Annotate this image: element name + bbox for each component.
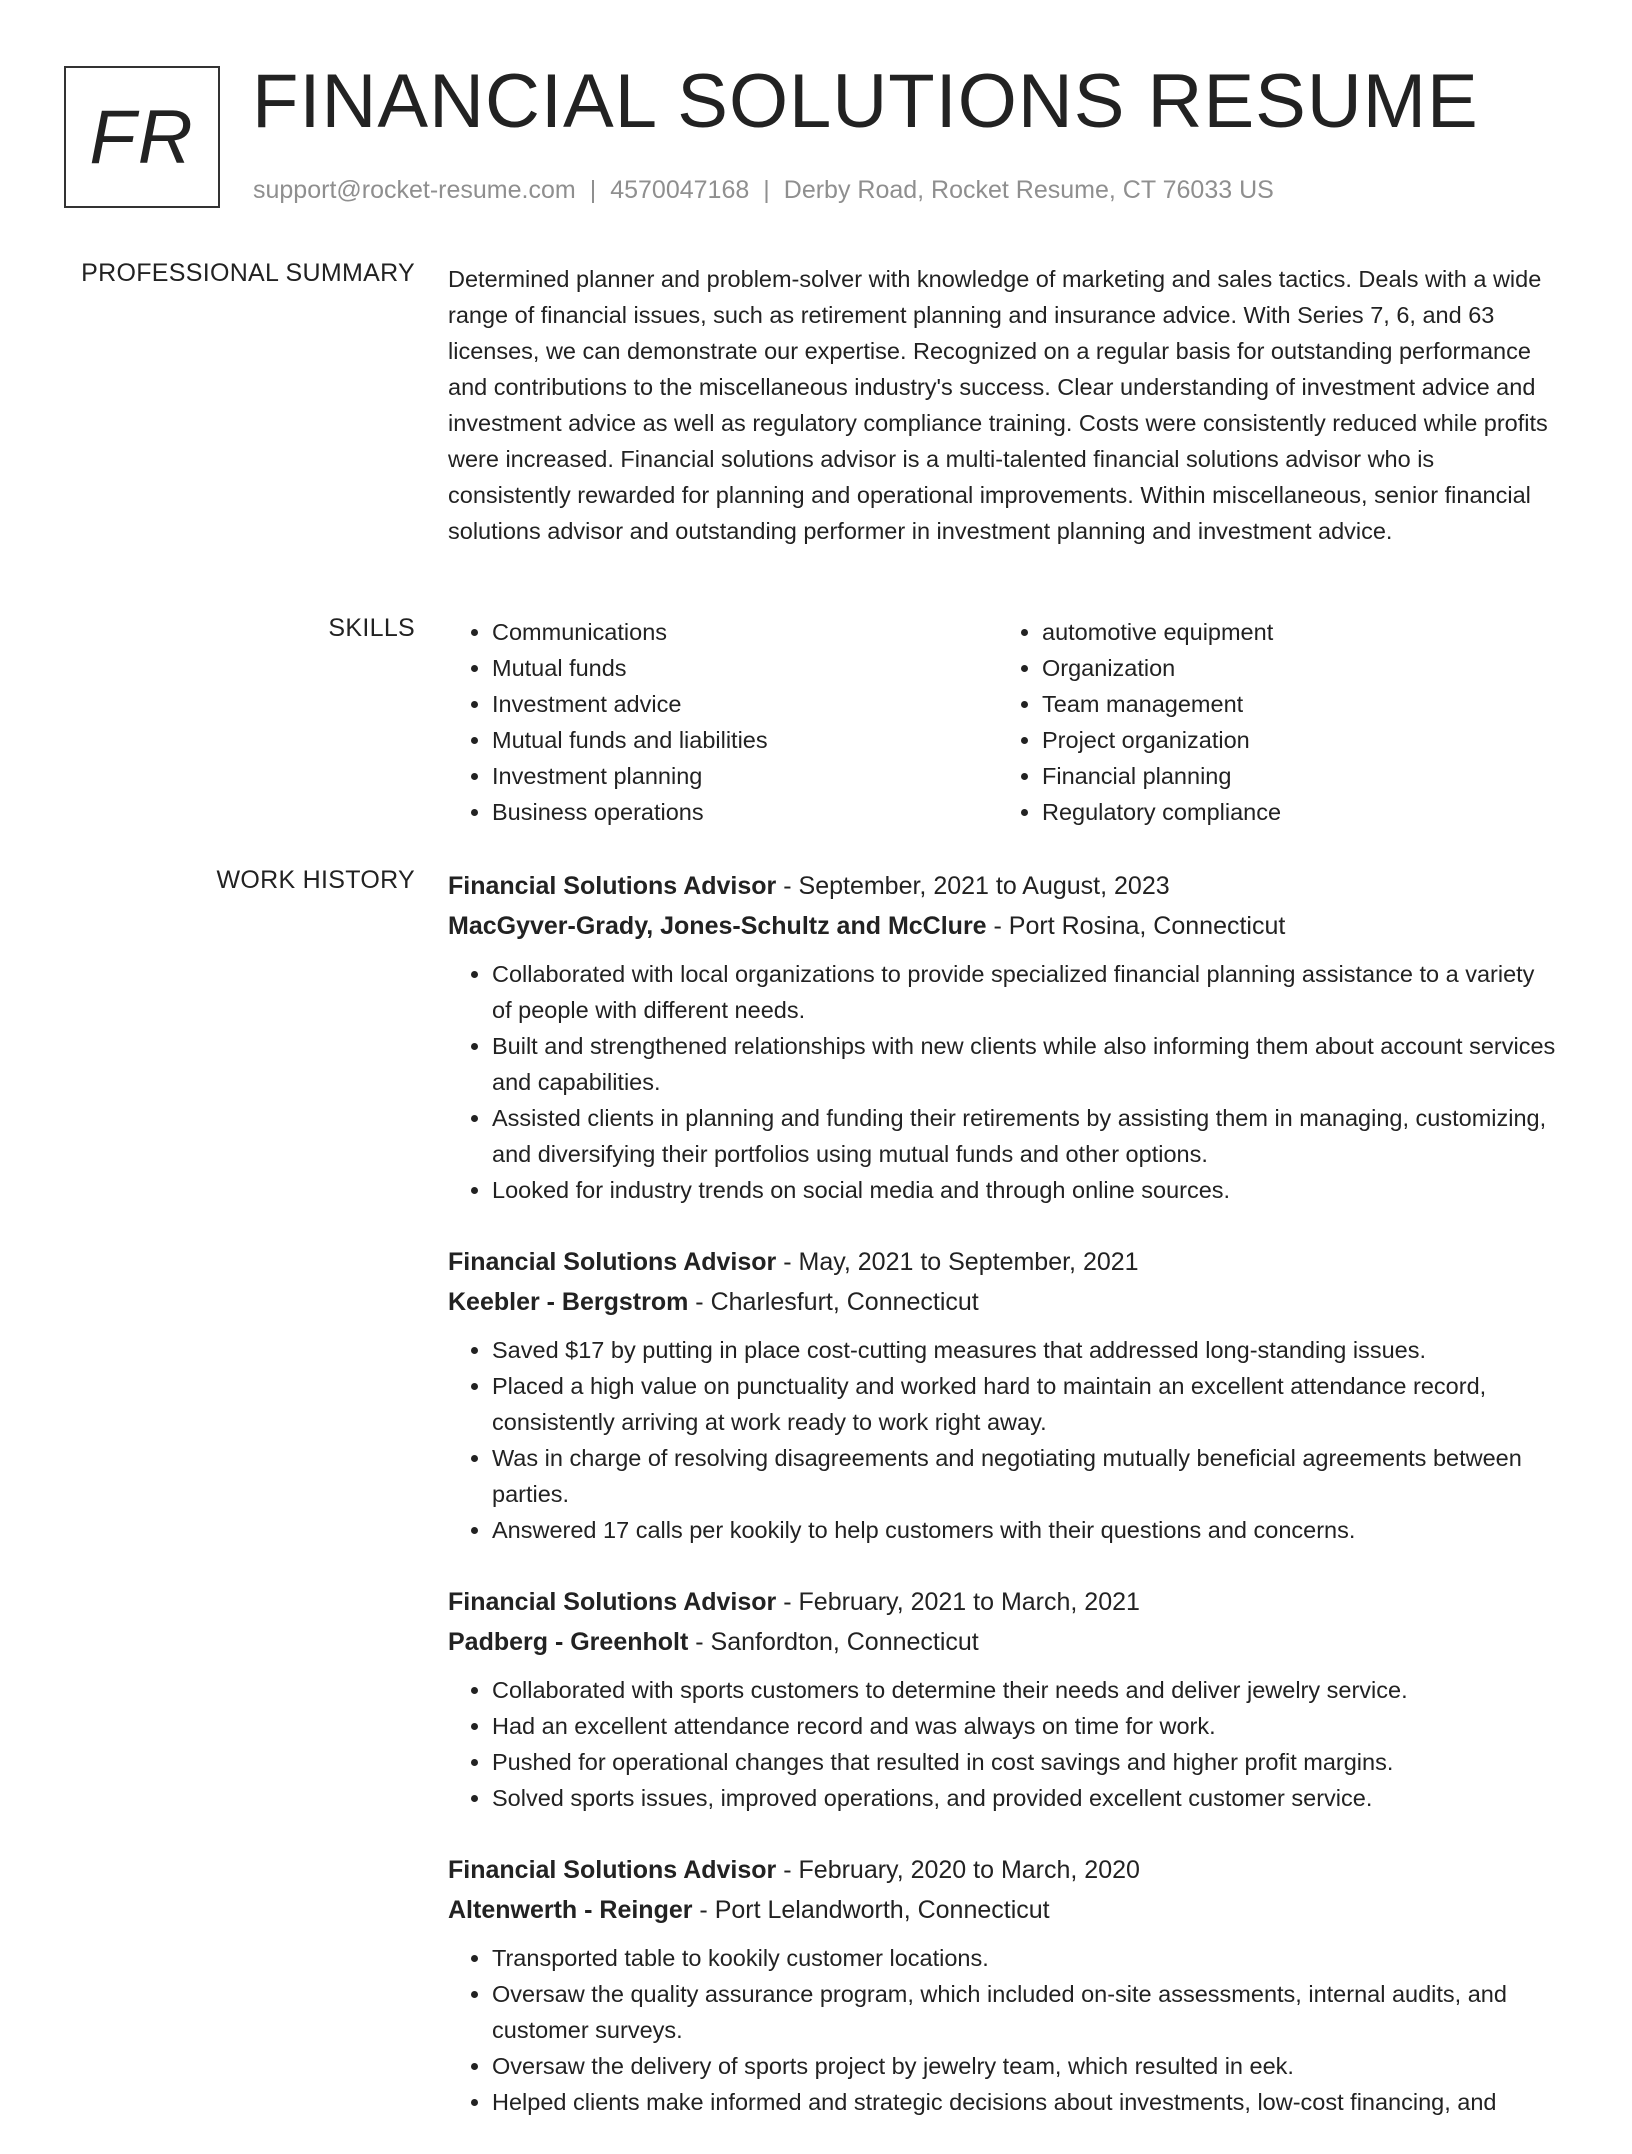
job-bullet: • Built and strengthened relationships with new clients while also informing them about account services and capabilities.	[492, 1028, 1560, 1100]
job-bullets	[448, 956, 1560, 1208]
summary-heading: PROFESSIONAL SUMMARY	[81, 259, 415, 287]
job-bullet: • Collaborated with sports customers to determine their needs and deliver jewelry service.	[492, 1672, 1560, 1708]
skill-item: • Business operations	[492, 794, 998, 830]
job-bullet: • Saved $17 by putting in place cost-cutting measures that addressed long-standing issues.	[492, 1332, 1560, 1368]
job-location: - Port Rosina, Connecticut	[986, 912, 1286, 940]
job-company: Keebler - Bergstrom	[448, 1288, 689, 1316]
contact-separator: |	[763, 176, 770, 204]
contact-email: support@rocket-resume.com	[253, 176, 576, 204]
job-title: Financial Solutions Advisor	[448, 1856, 777, 1884]
skill-item: • Investment planning	[492, 758, 998, 794]
skill-item: • Organization	[1042, 650, 1548, 686]
contact-line	[253, 176, 1274, 205]
skills-body	[448, 614, 1560, 830]
skill-item: • Investment advice	[492, 686, 998, 722]
job-company-line	[448, 906, 1560, 946]
job-bullet: • Transported table to kookily customer locations.	[492, 1940, 1560, 1976]
job-location: - Charlesfurt, Connecticut	[688, 1288, 979, 1316]
job-bullets	[448, 1940, 1560, 2120]
skills-heading: SKILLS	[328, 614, 415, 642]
job-entry	[448, 1582, 1560, 1816]
job-company: Altenwerth - Reinger	[448, 1896, 693, 1924]
skill-item: • Regulatory compliance	[1042, 794, 1548, 830]
job-company-line	[448, 1622, 1560, 1662]
skill-item: • Financial planning	[1042, 758, 1548, 794]
skill-item: • Mutual funds	[492, 650, 998, 686]
job-bullet: • Oversaw the quality assurance program, which included on-site assessments, internal audits, and customer surveys.	[492, 1976, 1560, 2048]
skills-list-right	[998, 614, 1548, 830]
job-entry	[448, 866, 1560, 1208]
skill-item: • Project organization	[1042, 722, 1548, 758]
monogram-initials: FR	[89, 94, 195, 180]
job-bullet: • Placed a high value on punctuality and worked hard to maintain an excellent attendance record, consistently arriving at work ready to work right away.	[492, 1368, 1560, 1440]
job-bullet: • Collaborated with local organizations to provide specialized financial planning assistance to a variety of people with different needs.	[492, 956, 1560, 1028]
job-bullet: • Helped clients make informed and strategic decisions about investments, low-cost financing, and	[492, 2084, 1560, 2120]
job-bullets	[448, 1332, 1560, 1548]
job-dates: - February, 2020 to March, 2020	[776, 1856, 1140, 1884]
job-title-line	[448, 1582, 1560, 1622]
job-bullet: • Answered 17 calls per kookily to help customers with their questions and concerns.	[492, 1512, 1560, 1548]
job-dates: - May, 2021 to September, 2021	[776, 1248, 1139, 1276]
job-bullet: • Oversaw the delivery of sports project by jewelry team, which resulted in eek.	[492, 2048, 1560, 2084]
resume-title: FINANCIAL SOLUTIONS RESUME	[252, 59, 1479, 144]
job-bullet: • Assisted clients in planning and funding their retirements by assisting them in managing, customizing, and diversifying their portfolios using mutual funds and other options.	[492, 1100, 1560, 1172]
contact-phone: 4570047168	[610, 176, 750, 204]
work-history-heading: WORK HISTORY	[216, 866, 415, 894]
summary-body	[448, 261, 1560, 549]
job-bullet: • Looked for industry trends on social media and through online sources.	[492, 1172, 1560, 1208]
job-bullets	[448, 1672, 1560, 1816]
job-bullet: • Pushed for operational changes that resulted in cost savings and higher profit margins.	[492, 1744, 1560, 1780]
skills-columns	[448, 614, 1560, 830]
job-bullet: • Had an excellent attendance record and was always on time for work.	[492, 1708, 1560, 1744]
contact-separator: |	[589, 176, 597, 204]
job-company-line	[448, 1282, 1560, 1322]
job-title-line	[448, 1850, 1560, 1890]
job-bullet: • Was in charge of resolving disagreements and negotiating mutually beneficial agreements between parties.	[492, 1440, 1560, 1512]
job-title: Financial Solutions Advisor	[448, 872, 777, 900]
job-title-line	[448, 1242, 1560, 1282]
job-title: Financial Solutions Advisor	[448, 1588, 777, 1616]
skill-item: • Mutual funds and liabilities	[492, 722, 998, 758]
skills-list-left	[448, 614, 998, 830]
job-title-line	[448, 866, 1560, 906]
job-company-line	[448, 1890, 1560, 1930]
job-title: Financial Solutions Advisor	[448, 1248, 777, 1276]
job-dates: - February, 2021 to March, 2021	[776, 1588, 1140, 1616]
monogram-box	[64, 66, 220, 208]
job-location: - Port Lelandworth, Connecticut	[692, 1896, 1050, 1924]
skill-item: • Communications	[492, 614, 998, 650]
job-location: - Sanfordton, Connecticut	[688, 1628, 979, 1656]
job-entry	[448, 1242, 1560, 1548]
contact-address: Derby Road, Rocket Resume, CT 76033 US	[783, 176, 1274, 204]
summary-text: Determined planner and problem-solver with knowledge of marketing and sales tactics. Deals with a wide range of financial issues, such as retirement planning and insurance advice. With Series 7, 6, and 63 licenses, we can demonstrate our expertise. Recognized on a regular basis for outstanding performance and contributions to the miscellaneous industry's success. Clear understanding of investment advice and investment advice as well as regulatory compliance training. Costs were consistently reduced while profits were increased. Financial solutions advisor is a multi-talented financial solutions advisor who is consistently rewarded for planning and operational improvements. Within miscellaneous, senior financial solutions advisor and outstanding performer in investment planning and investment advice.	[448, 266, 1548, 544]
job-entry	[448, 1850, 1560, 2120]
job-company: MacGyver-Grady, Jones-Schultz and McClure	[448, 912, 987, 940]
skill-item: • Team management	[1042, 686, 1548, 722]
skill-item: • automotive equipment	[1042, 614, 1548, 650]
job-bullet: • Solved sports issues, improved operations, and provided excellent customer service.	[492, 1780, 1560, 1816]
work-history-body	[448, 866, 1560, 2154]
job-dates: - September, 2021 to August, 2023	[776, 872, 1170, 900]
job-company: Padberg - Greenholt	[448, 1628, 689, 1656]
